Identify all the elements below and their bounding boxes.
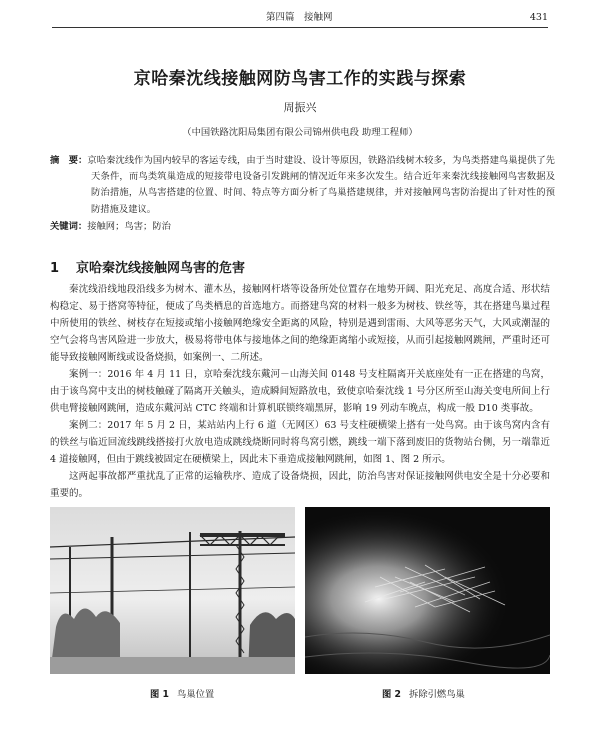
running-header: [52, 9, 548, 28]
body-paragraph: 案例一：2016 年 4 月 11 日，京哈秦沈线东戴河－山海关间 0148 号支柱隔离开关底座处有一正在搭建的鸟窝，由于该鸟窝中支出的树枝触碰了隔离开关触头，造成瞬间短路放电，致使京哈秦沈线 1 号分区所至山海关变电所间上行供电臂接触网跳闸，造成东戴河站 CTC 终端和计算机联锁终端黑屏，影响 19 列动车晚点，构成一般 D10 类事故。: [50, 369, 550, 414]
figure-1-photo: [50, 507, 295, 674]
figure-2-caption: [382, 686, 465, 700]
figure-2-number: 图 2: [382, 689, 402, 700]
body-paragraph: 案例二：2017 年 5 月 2 日，某站站内上行 6 道（无网区）63 号支柱硬横梁上搭有一处鸟窝。由于该鸟窝内含有的铁丝与临近回流线跳线搭接打火放电造成跳线烧断同时将鸟窝引燃，跳线一端下落到废旧的货物站台侧，另一端靠近 4 道接触网，但由于跳线被固定在硬横梁上，因此未下垂造成接触网跳闸，如图 1、图 2 所示。: [50, 420, 550, 465]
keywords-label: 关键词：: [50, 220, 88, 232]
abstract-block: [50, 153, 555, 235]
section-body: [50, 281, 550, 502]
author-affiliation: （中国铁路沈阳局集团有限公司锦州供电段 助理工程师）: [182, 127, 418, 138]
figure-2-caption-text: 拆除引燃鸟巢: [409, 689, 465, 700]
keywords-text: 接触网；鸟害；防治: [87, 220, 171, 232]
abstract-text: 京哈秦沈线作为国内较早的客运专线，由于当时建设、设计等原因，铁路沿线树木较多，为鸟类搭建鸟巢提供了先天条件，而鸟类筑巢造成的短接带电设备引发跳闸的情况近年来多次发生。结合近年来秦沈线接触网鸟害数据及防治措施，从鸟害搭建的位置、时间、特点等方面分析了鸟巢搭建规律，并对接触网鸟害防治提出了针对性的预防措施及建议。: [87, 155, 555, 215]
burnt-nest-photo: [305, 507, 550, 674]
keywords-line: [50, 219, 555, 235]
figure-1-number: 图 1: [150, 689, 170, 700]
figure-1-caption: [150, 686, 214, 700]
article-title: 京哈秦沈线接触网防鸟害工作的实践与探索: [133, 69, 467, 89]
body-paragraph: 这两起事故都严重扰乱了正常的运输秩序、造成了设备烧损，因此，防治鸟害对保证接触网供电安全是十分必要和重要的。: [50, 471, 550, 499]
article-author: 周振兴: [283, 101, 317, 114]
page-number: 431: [529, 12, 548, 23]
section-heading: [50, 257, 245, 276]
figure-2-photo: [305, 507, 550, 674]
figure-1-caption-text: 鸟巢位置: [177, 689, 215, 700]
section-title: 京哈秦沈线接触网鸟害的危害: [76, 261, 246, 276]
body-paragraph: 秦沈线沿线地段沿线多为树木、灌木丛，接触网杆塔等设备所处位置存在地势开阔、阳光充足、高度合适、形状结构稳定、易于搭窝等特征，便成了鸟类栖息的首选地方。而搭建鸟窝的材料一般多为树枝、铁丝等，其在搭建鸟巢过程中所使用的铁丝、树枝存在短接或缩小接触网绝缘安全距离的风险，特别是遇到雷雨、大风等恶劣天气，大风或潮湿的空气会将鸟害风险进一步放大，极易将带电体与接地体之间的绝缘距离缩小或短接，从而引起接触网跳闸，严重时还可能导致接触网断线或设备烧损，如案例一、二所述。: [50, 284, 550, 363]
abstract-label: 摘 要：: [50, 155, 88, 166]
abstract-paragraph: [50, 153, 555, 218]
section-number: 1: [50, 261, 60, 276]
catenary-mast-photo: [50, 507, 295, 674]
header-section: 第四篇 接触网: [266, 12, 333, 23]
